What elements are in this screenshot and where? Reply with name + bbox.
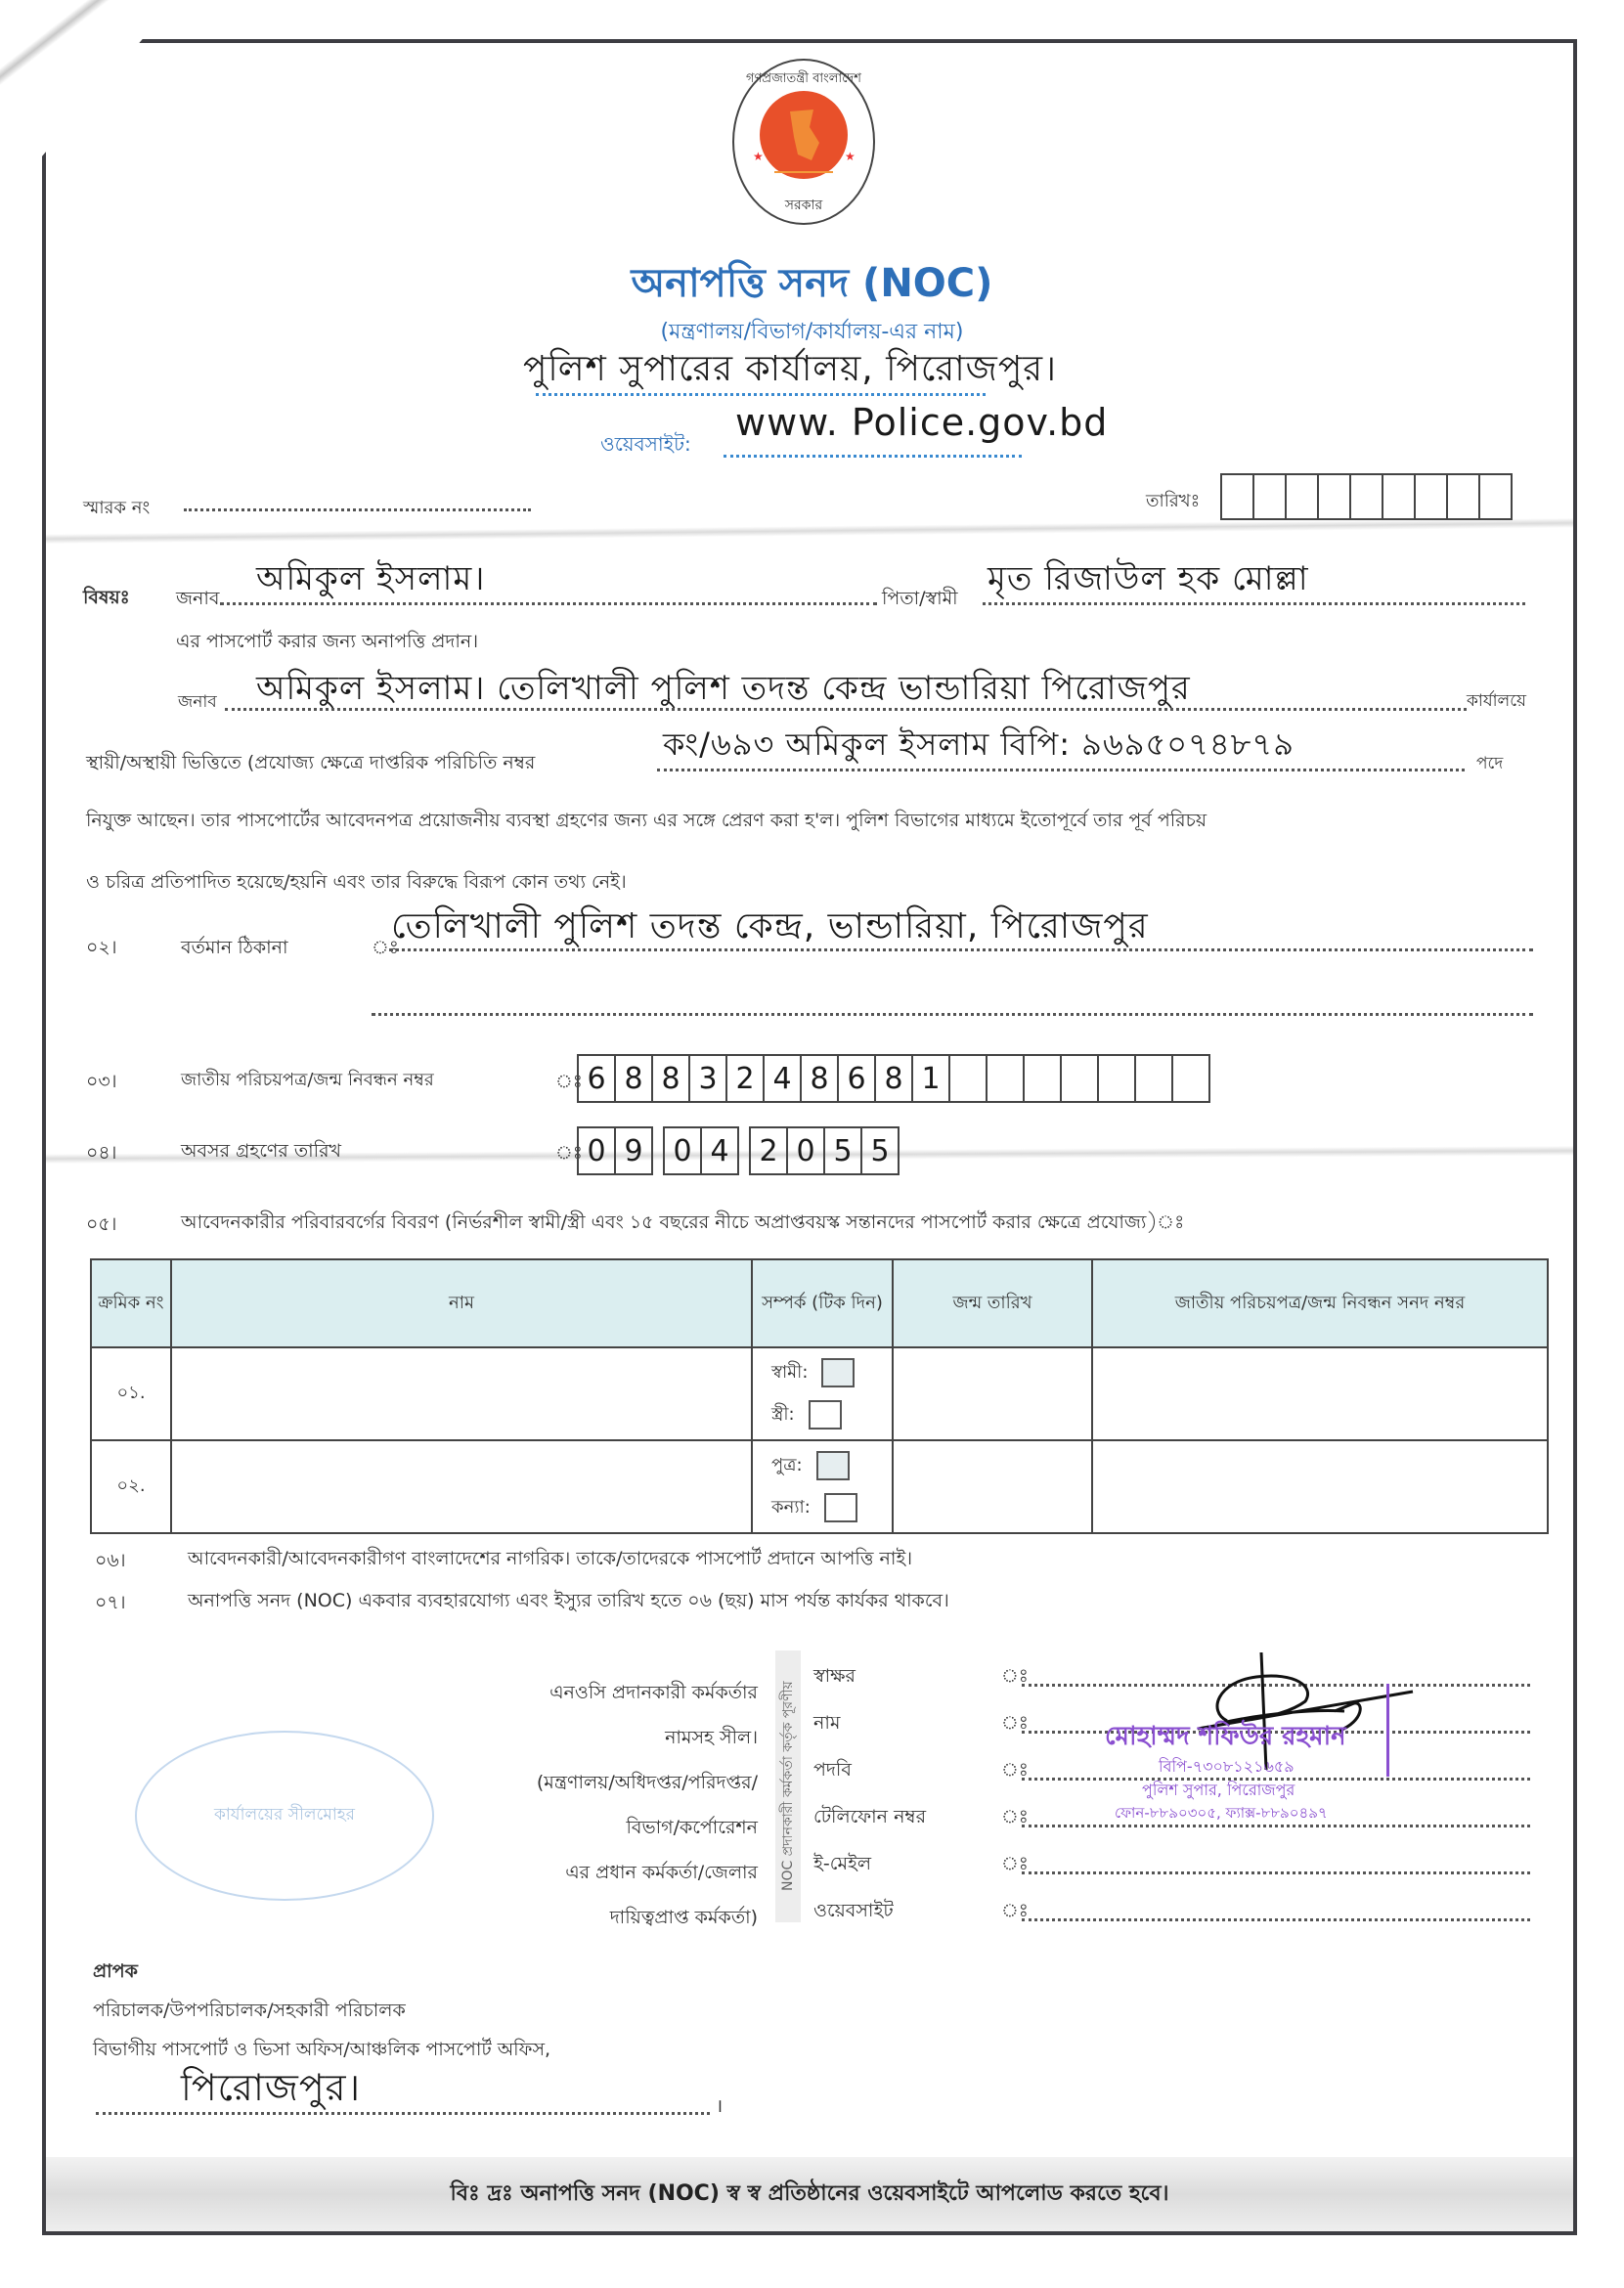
col-dob: জন্ম তারিখ (893, 1259, 1092, 1347)
row-dob-cell[interactable] (893, 1347, 1092, 1440)
date-box-row[interactable] (1222, 473, 1513, 520)
stamp-line3: পুলিশ সুপার, পিরোজপুর (1142, 1781, 1295, 1799)
retirement-day-group (579, 1126, 653, 1175)
officer-field-input[interactable] (1022, 1918, 1530, 1921)
relation-checkbox[interactable] (821, 1358, 855, 1387)
recipient-line2: বিভাগীয় পাসপোর্ট ও ভিসা অফিস/আঞ্চলিক পাসপোর্ট অফিস, (93, 2039, 551, 2060)
officer-field-label: স্বাক্ষর (813, 1665, 856, 1687)
retirement-month-box[interactable]: 0 (663, 1126, 702, 1175)
officer-field-colon: ঃ (1001, 1759, 1029, 1781)
website-dotted-line (724, 455, 1022, 458)
officer-field-colon: ঃ (1001, 1665, 1029, 1687)
nid-digit-box[interactable] (1171, 1054, 1210, 1103)
col-nid: জাতীয় পরিচয়পত্র/জন্ম নিবন্ধন সনদ নম্বর (1092, 1259, 1548, 1347)
family-num: ০৫। (86, 1213, 117, 1235)
office-name-dotted-line (536, 393, 986, 396)
address-label: বর্তমান ঠিকানা (181, 937, 288, 958)
relation-checkbox[interactable] (824, 1493, 857, 1522)
nid-digit-box[interactable] (1023, 1054, 1062, 1103)
date-box[interactable] (1414, 473, 1448, 520)
officer-desc-line: এনওসি প্রদানকারী কর্মকর্তার (549, 1682, 758, 1703)
folded-corner (0, 0, 176, 205)
svg-text:★: ★ (845, 150, 856, 163)
date-box[interactable] (1446, 473, 1480, 520)
retirement-day-box[interactable]: 0 (577, 1126, 616, 1175)
retirement-year-box[interactable]: 0 (786, 1126, 825, 1175)
col-serial: ক্রমিক নং (91, 1259, 171, 1347)
office-name-label: (মন্ত্রণালয়/বিভাগ/কার্যালয়-এর নাম) (660, 320, 964, 344)
retirement-year-box[interactable]: 5 (860, 1126, 900, 1175)
office-suffix: কার্যালয়ে (1467, 691, 1527, 711)
officer-field-input[interactable] (1022, 1871, 1530, 1874)
nid-digit-box[interactable] (948, 1054, 988, 1103)
father-value[interactable]: মৃত রিজাউল হক মোল্লা (988, 559, 1309, 598)
officer-desc-line: (মন্ত্রণালয়/অধিদপ্তর/পরিদপ্তর/ (536, 1772, 758, 1793)
date-box[interactable] (1349, 473, 1383, 520)
nid-digit-box[interactable]: 8 (651, 1054, 690, 1103)
nid-digit-box[interactable]: 8 (800, 1054, 839, 1103)
validity-text: অনাপত্তি সনদ (NOC) একবার ব্যবহারযোগ্য এবং ইস্যুর তারিখ হতে ০৬ (ছয়) মাস পর্যন্ত কার্যকর থাকবে। (188, 1590, 949, 1611)
relation-option[interactable] (754, 1352, 891, 1394)
office-name-value[interactable]: পুলিশ সুপারের কার্যালয়, পিরোজপুর। (523, 349, 1057, 389)
government-seal-logo (725, 53, 882, 231)
nid-label: জাতীয় পরিচয়পত্র/জন্ম নিবন্ধন নম্বর (181, 1070, 434, 1090)
nid-digit-box[interactable] (986, 1054, 1025, 1103)
vertical-fill-label: NOC প্রদানকারী কর্মকর্তা কর্তৃক পূরণীয় (775, 1650, 801, 1922)
citizen-num: ০৬। (95, 1550, 126, 1571)
date-box[interactable] (1317, 473, 1351, 520)
office-seal-placeholder (135, 1731, 434, 1901)
subject-name-line (220, 602, 877, 605)
row-name-cell[interactable] (171, 1440, 752, 1533)
nid-digit-box[interactable]: 6 (837, 1054, 876, 1103)
officer-field-label: টেলিফোন নম্বর (813, 1806, 927, 1827)
nid-digit-box[interactable] (1134, 1054, 1173, 1103)
date-box[interactable] (1382, 473, 1416, 520)
officer-desc-line: নামসহ সীল। (665, 1727, 758, 1748)
retirement-year-group (751, 1126, 900, 1175)
para-line1: নিযুক্ত আছেন। তার পাসপোর্টের আবেদনপত্র প্রয়োজনীয় ব্যবস্থা গ্রহণের জন্য এর সঙ্গে প্রেরণ করা হ'ল। পুলিশ বিভাগের মাধ্যমে ইতোপূর্বে তার পূর্ব পরিচয় (86, 810, 1207, 831)
address-num: ০২। (86, 937, 117, 958)
subject-line2: এর পাসপোর্ট করার জন্য অনাপত্তি প্রদান। (176, 631, 479, 652)
seal-text-bottom: সরকার (784, 198, 823, 213)
table-row (91, 1440, 1548, 1533)
stamp-line2: বিপি-৭৩০৮১২১৬৫৯ (1159, 1757, 1295, 1776)
relation-label: কন্যা: (771, 1496, 811, 1518)
father-label: পিতা/স্বামী (882, 588, 958, 609)
recipient-end-mark: । (716, 2095, 724, 2117)
retirement-label: অবসর গ্রহণের তারিখ (181, 1140, 342, 1162)
row-nid-cell[interactable] (1092, 1347, 1548, 1440)
designation-line (657, 769, 1465, 771)
memo-input[interactable] (184, 508, 531, 511)
nid-digit-box[interactable]: 8 (874, 1054, 913, 1103)
retirement-day-box[interactable]: 9 (614, 1126, 653, 1175)
officer-description (411, 1670, 758, 1940)
footer-note: বিঃ দ্রঃ অনাপত্তি সনদ (NOC) স্ব স্ব প্রতিষ্ঠানের ওয়েবসাইটে আপলোড করতে হবে। (450, 2180, 1169, 2206)
table-row (91, 1347, 1548, 1440)
relation-label: স্বামী: (771, 1361, 809, 1383)
nid-digit-box[interactable]: 1 (911, 1054, 950, 1103)
nid-colon: ঃ (555, 1071, 583, 1092)
retirement-colon: ঃ (555, 1142, 583, 1164)
officer-desc-line: বিভাগ/কর্পোরেশন (626, 1817, 758, 1838)
address-value[interactable]: তেলিখালী পুলিশ তদন্ত কেন্দ্র, ভান্ডারিয়া, পিরোজপুর (391, 906, 1149, 946)
row-relation-cell (752, 1440, 893, 1533)
nid-digit-box[interactable]: 8 (614, 1054, 653, 1103)
date-box[interactable] (1285, 473, 1319, 520)
retirement-box-row[interactable] (579, 1126, 911, 1175)
row-nid-cell[interactable] (1092, 1440, 1548, 1533)
nid-digit-box[interactable]: 3 (688, 1054, 727, 1103)
subject-label: বিষয়ঃ (83, 587, 130, 608)
validity-num: ০৭। (95, 1592, 126, 1613)
col-name: নাম (171, 1259, 752, 1347)
father-line (983, 602, 1525, 605)
recipient-line1: পরিচালক/উপপরিচালক/সহকারী পরিচালক (93, 2000, 406, 2021)
address-line (389, 948, 1533, 951)
retirement-year-box[interactable]: 2 (749, 1126, 788, 1175)
officer-desc-line: এর প্রধান কর্মকর্তা/জেলার (565, 1862, 758, 1883)
stamp-officer-name: মোহাম্মদ শফিউর রহমান (1105, 1722, 1346, 1751)
nid-digit-box[interactable]: 2 (725, 1054, 765, 1103)
body-name-line (225, 708, 1467, 711)
citizen-text: আবেদনকারী/আবেদনকারীগণ বাংলাদেশের নাগরিক। তাকে/তাদেরকে পাসপোর্ট প্রদানে আপত্তি নাই। (188, 1548, 913, 1569)
row-name-cell[interactable] (171, 1347, 752, 1440)
officer-field-label: ওয়েবসাইট (813, 1900, 894, 1921)
nid-digit-box[interactable] (1060, 1054, 1099, 1103)
relation-option[interactable] (754, 1394, 891, 1436)
basis-text: স্থায়ী/অস্থায়ী ভিত্তিতে (প্রযোজ্য ক্ষেত্রে দাপ্তরিক পরিচিতি নম্বর (86, 752, 536, 773)
officer-field-colon: ঃ (1001, 1900, 1029, 1921)
row-dob-cell[interactable] (893, 1440, 1092, 1533)
retirement-month-box[interactable]: 4 (700, 1126, 739, 1175)
recipient-label: প্রাপক (93, 1960, 138, 1982)
col-relation: সম্পর্ক (টিক দিন) (752, 1259, 893, 1347)
row-serial: ০১. (91, 1347, 171, 1440)
website-label: ওয়েবসাইট: (600, 432, 691, 456)
memo-label: স্মারক নং (83, 498, 151, 518)
relation-option[interactable] (754, 1445, 891, 1487)
officer-field-colon: ঃ (1001, 1806, 1029, 1827)
row-relation-cell (752, 1347, 893, 1440)
nid-box-row[interactable] (579, 1054, 1210, 1103)
nid-digit-box[interactable] (1097, 1054, 1136, 1103)
nid-digit-box[interactable]: 6 (577, 1054, 616, 1103)
body-name-office-value[interactable]: অমিকুল ইসলাম। তেলিখালী পুলিশ তদন্ত কেন্দ্র ভান্ডারিয়া পিরোজপুর (256, 669, 1191, 708)
designation-suffix: পদে (1476, 754, 1504, 773)
row-serial: ০২. (91, 1440, 171, 1533)
svg-text:★: ★ (753, 150, 764, 163)
officer-field-label: ই-মেইল (813, 1853, 872, 1874)
officer-field-label: পদবি (813, 1759, 852, 1781)
stamp-border (1386, 1684, 1389, 1777)
subject-name-value[interactable]: অমিকুল ইসলাম। (256, 559, 486, 598)
retirement-month-group (665, 1126, 739, 1175)
relation-checkbox[interactable] (809, 1400, 842, 1430)
subject-mr-label: জনাব (176, 588, 220, 609)
relation-label: স্ত্রী: (771, 1403, 795, 1425)
stamp-line4: ফোন-৮৮৯০৩০৫, ফ্যাক্স-৮৮৯০৪৯৭ (1115, 1804, 1328, 1822)
recipient-place-line (96, 2112, 710, 2115)
retirement-num: ০৪। (86, 1142, 117, 1164)
date-box[interactable] (1478, 473, 1513, 520)
family-table-header (91, 1259, 1548, 1347)
nid-num: ০৩। (86, 1071, 117, 1092)
retirement-year-box[interactable]: 5 (823, 1126, 862, 1175)
body-mr-label: জনাব (178, 692, 217, 712)
officer-desc-line: দায়িত্বপ্রাপ্ত কর্মকর্তা) (609, 1907, 758, 1928)
address-colon: ঃ (372, 937, 399, 958)
date-label: তারিখঃ (1146, 491, 1201, 511)
relation-checkbox[interactable] (816, 1451, 850, 1480)
officer-field-label: নাম (813, 1712, 841, 1734)
address-line-2[interactable] (372, 1013, 1533, 1016)
relation-option[interactable] (754, 1487, 891, 1529)
officer-field-colon: ঃ (1001, 1712, 1029, 1734)
date-box[interactable] (1220, 473, 1254, 520)
recipient-place-value[interactable]: পিরোজপুর। (181, 2066, 362, 2109)
para-line2: ও চরিত্র প্রতিপাদিত হয়েছে/হয়নি এবং তার বিরুদ্ধে বিরূপ কোন তথ্য নেই। (86, 871, 627, 893)
officer-field-colon: ঃ (1001, 1853, 1029, 1874)
nid-digit-box[interactable]: 4 (763, 1054, 802, 1103)
seal-text-top: গণপ্রজাতন্ত্রী বাংলাদেশ (746, 71, 861, 86)
footer-note-bar (46, 2157, 1573, 2231)
family-table (90, 1258, 1549, 1534)
family-label: আবেদনকারীর পরিবারবর্গের বিবরণ (নির্ভরশীল স্বামী/স্ত্রী এবং ১৫ বছরের নীচে অপ্রাপ্তবয়স্ক সন্তানদের পাসপোর্ট করার ক্ষেত্রে প্রযোজ্য)ঃ (181, 1211, 1185, 1233)
website-value[interactable]: www. Police.gov.bd (735, 401, 1109, 444)
document-title: অনাপত্তি সনদ (NOC) (631, 261, 993, 306)
designation-value[interactable]: কং/৬৯৩ অমিকুল ইসলাম বিপি: ৯৬৯৫০৭৪৮৭৯ (663, 726, 1295, 763)
date-box[interactable] (1252, 473, 1287, 520)
office-seal-caption: কার্যালয়ের সীলমোহর (213, 1805, 356, 1825)
relation-label: পুত্র: (771, 1454, 803, 1475)
